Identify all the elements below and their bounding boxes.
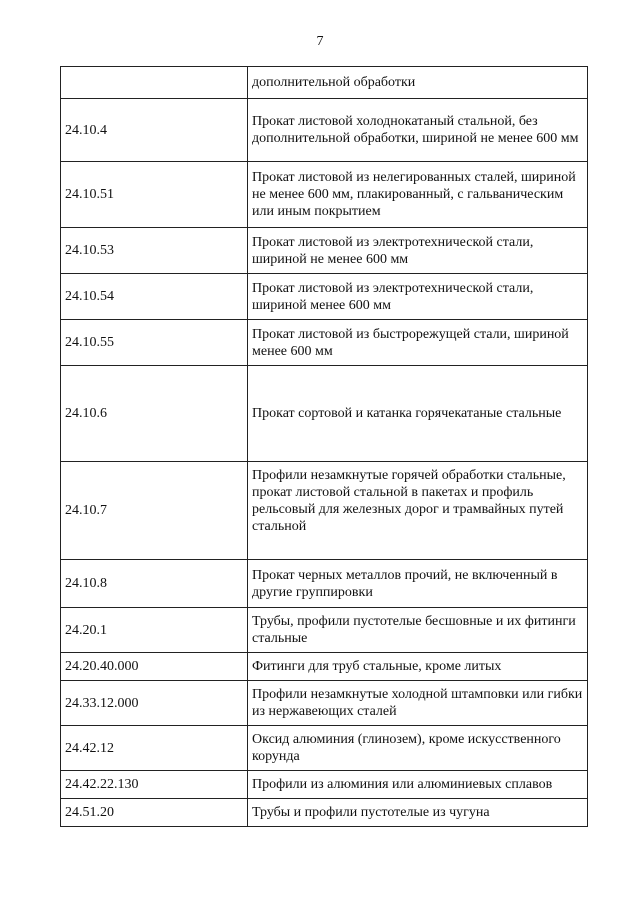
description-cell: Профили незамкнутые горячей обработки стальные, прокат листовой стальной в пакетах и профиль рельсовый для железных дорог и трамвайных путей стальной	[248, 462, 588, 560]
description-cell: Профили из алюминия или алюминиевых сплавов	[248, 771, 588, 799]
description-cell: Прокат листовой из электротехнической стали, шириной менее 600 мм	[248, 274, 588, 320]
table-row	[61, 799, 588, 827]
codes-table	[60, 66, 588, 827]
page-number: 7	[316, 34, 324, 49]
table-row	[61, 366, 588, 462]
table-row	[61, 608, 588, 653]
code-cell: 24.42.22.130	[61, 771, 248, 799]
table-row	[61, 274, 588, 320]
description-cell: Прокат листовой из быстрорежущей стали, шириной менее 600 мм	[248, 320, 588, 366]
description-cell: дополнительной обработки	[248, 67, 588, 99]
code-cell: 24.10.55	[61, 320, 248, 366]
table-row	[61, 681, 588, 726]
code-cell: 24.10.6	[61, 366, 248, 462]
table-row	[61, 771, 588, 799]
table-row	[61, 653, 588, 681]
description-cell: Прокат листовой из электротехнической стали, шириной не менее 600 мм	[248, 228, 588, 274]
table-row	[61, 726, 588, 771]
code-cell	[61, 67, 248, 99]
description-cell: Трубы и профили пустотелые из чугуна	[248, 799, 588, 827]
table-row	[61, 228, 588, 274]
table-row	[61, 67, 588, 99]
table-row	[61, 560, 588, 608]
description-cell: Прокат сортовой и катанка горячекатаные стальные	[248, 366, 588, 462]
code-cell: 24.20.40.000	[61, 653, 248, 681]
table-row	[61, 99, 588, 162]
code-cell: 24.10.51	[61, 162, 248, 228]
code-cell: 24.20.1	[61, 608, 248, 653]
code-cell: 24.10.54	[61, 274, 248, 320]
code-cell: 24.33.12.000	[61, 681, 248, 726]
code-cell: 24.42.12	[61, 726, 248, 771]
description-cell: Прокат листовой холоднокатаный стальной, без дополнительной обработки, шириной не менее 600 мм	[248, 99, 588, 162]
description-cell: Оксид алюминия (глинозем), кроме искусственного корунда	[248, 726, 588, 771]
code-cell: 24.10.7	[61, 462, 248, 560]
code-cell: 24.10.4	[61, 99, 248, 162]
table-row	[61, 462, 588, 560]
description-cell: Профили незамкнутые холодной штамповки или гибки из нержавеющих сталей	[248, 681, 588, 726]
description-cell: Трубы, профили пустотелые бесшовные и их фитинги стальные	[248, 608, 588, 653]
description-cell: Прокат черных металлов прочий, не включенный в другие группировки	[248, 560, 588, 608]
code-cell: 24.10.53	[61, 228, 248, 274]
description-cell: Фитинги для труб стальные, кроме литых	[248, 653, 588, 681]
code-cell: 24.10.8	[61, 560, 248, 608]
description-cell: Прокат листовой из нелегированных сталей, шириной не менее 600 мм, плакированный, с гальваническим или иным покрытием	[248, 162, 588, 228]
table-row	[61, 162, 588, 228]
code-cell: 24.51.20	[61, 799, 248, 827]
table-row	[61, 320, 588, 366]
